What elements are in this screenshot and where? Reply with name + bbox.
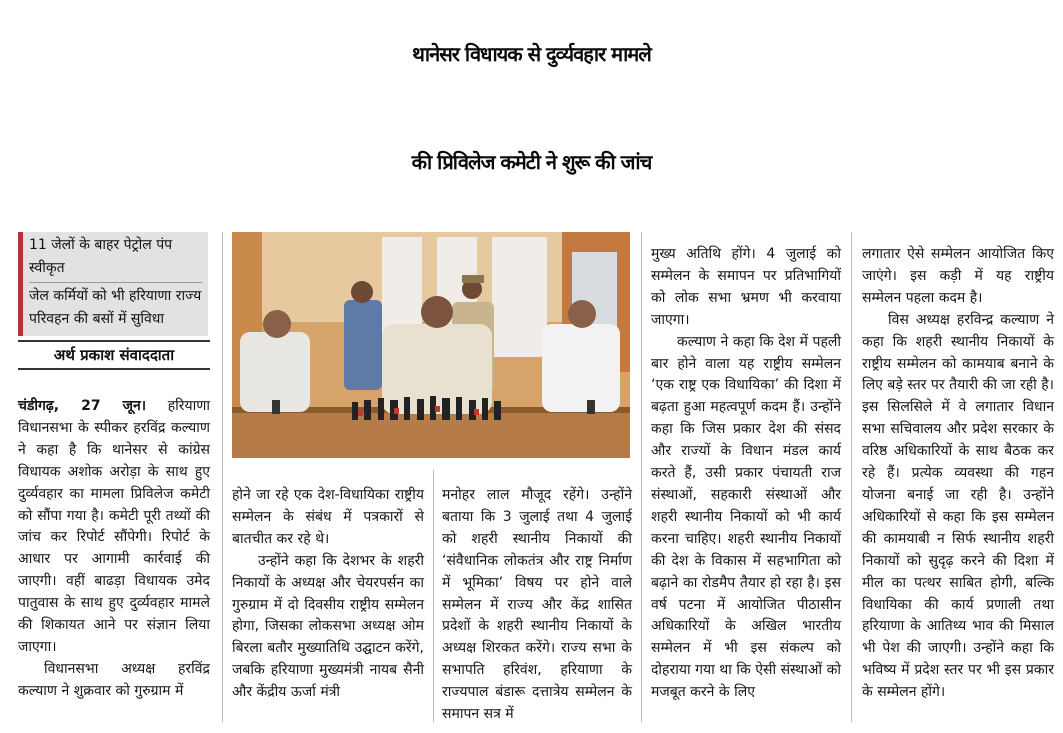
headline-line-1: थानेसर विधायक से दुर्व्यवहार मामले [412,42,651,66]
byline: अर्थ प्रकाश संवाददाता [18,340,210,370]
column-divider [641,232,642,722]
article-column-1 [18,396,210,726]
column-divider [851,232,852,722]
related-news-item[interactable]: जेल कर्मियों को भी हरियाणा राज्य परिवहन की बसों में सुविधा [29,288,202,327]
paragraph: मुख्य अतिथि होंगे। 4 जुलाई को सम्मेलन के समापन पर प्रतिभागियों को लोक सभा भ्रमण भी करवाया जाएगा। [651,246,841,328]
column-divider [433,470,434,722]
paragraph: लगातार ऐसे सम्मेलन आयोजित किए जाएंगे। इस कड़ी में यह राष्ट्रीय सम्मेलन पहला कदम है। [862,246,1054,306]
press-conference-photo [232,232,630,458]
related-news-item[interactable]: 11 जेलों के बाहर पेट्रोल पंप स्वीकृत [29,234,202,283]
article-column-3 [442,485,632,725]
paragraph: कल्याण ने कहा कि देश में पहली बार होने वाला यह राष्ट्रीय सम्मेलन ‘एक राष्ट्र एक विधायिका’ की दिशा में बढ़ता हुआ महत्वपूर्ण कदम हैं। उन्होंने कहा कि जिस प्रकार देश की संसद और राज्यों के विधान मंडल कार्य करते हैं, उसी प्रकार पंचायती राज संस्थाओं, सहकारी संस्थाओं और शहरी स्थानीय निकायों को भी कार्य करना चाहिए। शहरी स्थानीय निकायों की देश के विकास में सहभागिता को बढ़ाने का रोडमैप तैयार हो रहा है। इस वर्ष पटना में आयोजित पीठासीन अधिकारियों के अखिल भारतीय सम्मेलन में भी इस संकल्प को दोहराया गया था कि ऐसी संस्थाओं को मजबूत करने के लिए [651,333,841,701]
press-conference-illustration [232,232,630,458]
paragraph: विधानसभा अध्यक्ष हरविंद्र कल्याण ने शुक्रवार को गुरुग्राम में [18,660,210,699]
paragraph: होने जा रहे एक देश-विधायिका राष्ट्रीय सम्मेलन के संबंध में पत्रकारों से बातचीत कर रहे थे। [232,487,424,547]
related-news-box [18,232,208,336]
column-divider [222,232,223,722]
paragraph: विस अध्यक्ष हरविन्द्र कल्याण ने कहा कि शहरी स्थानीय निकायों के राष्ट्रीय सम्मेलन को कामयाब बनाने के लिए बड़े स्तर पर तैयारी की जा रही है। इस सिलसिले में वे लगातार विधान सभा सचिवालय और प्रदेश सरकार के वरिष्ठ अधिकारियों के साथ बैठक कर रहे हैं। प्रत्येक व्यवस्था की गहन योजना बनाई जा रही है। उन्होंने अधिकारियों से कहा कि इस सम्मेलन की कामयाबी न सिर्फ स्थानीय शहरी निकायों को सुदृढ़ करने की दिशा में मील का पत्थर साबित होगी, बल्कि विधायिका की कार्य प्रणाली तथा हरियाणा के आतिथ्य भाव की मिसाल भी पेश की जाएगी। उन्होंने कहा कि भविष्य में प्रदेश स्तर पर भी इस प्रकार के सम्मेलन होंगे। [862,311,1054,701]
article-column-5 [862,244,1054,724]
article-column-4 [651,244,841,724]
paragraph: हरियाणा विधानसभा के स्पीकर हरविंद्र कल्याण ने कहा है कि थानेसर से कांग्रेस विधायक अशोक अरोड़ा के साथ हुए दुर्व्यवहार का मामला प्रिविलेज कमेटी को सौंपा गया है। कमेटी पूरी तथ्यों की जांच कर रिपोर्ट सौंपेगी। रिपोर्ट के आधार पर आगामी कार्रवाई की जाएगी। वहीं बाढड़ा विधायक उमेद पातुवास के साथ हुए दुर्व्यवहार मामले की शिकायत आने पर संज्ञान लिया जाएगा। [18,398,210,655]
headline-line-2: की प्रिविलेज कमेटी ने शुरू की जांच [411,150,652,174]
dateline: चंडीगढ़, 27 जून। [18,398,147,414]
article-column-2 [232,485,424,725]
paragraph: उन्होंने कहा कि देशभर के शहरी निकायों के अध्यक्ष और चेयरपर्सन का गुरुग्राम में दो दिवसीय राष्ट्रीय सम्मेलन होगा, जिसका लोकसभा अध्यक्ष ओम बिरला बतौर मुख्यातिथि उद्घाटन करेंगे, जबकि हरियाणा मुख्यमंत्री नायब सैनी और केंद्रीय ऊर्जा मंत्री [232,552,424,701]
paragraph: मनोहर लाल मौजूद रहेंगे। उन्होंने बताया कि 3 जुलाई तथा 4 जुलाई को शहरी स्थानीय निकायों की ‘संवैधानिक लोकतंत्र और राष्ट्र निर्माण में भूमिका’ विषय पर होने वाले सम्मेलन में राज्य और केंद्र शासित प्रदेशों के शहरी स्थानीय निकायों के अध्यक्ष शिरकत करेंगे। राज्य सभा के सभापति हरिवंश, हरियाणा के राज्यपाल बंडारू दत्तात्रेय सम्मेलन के समापन सत्र में [442,487,632,723]
